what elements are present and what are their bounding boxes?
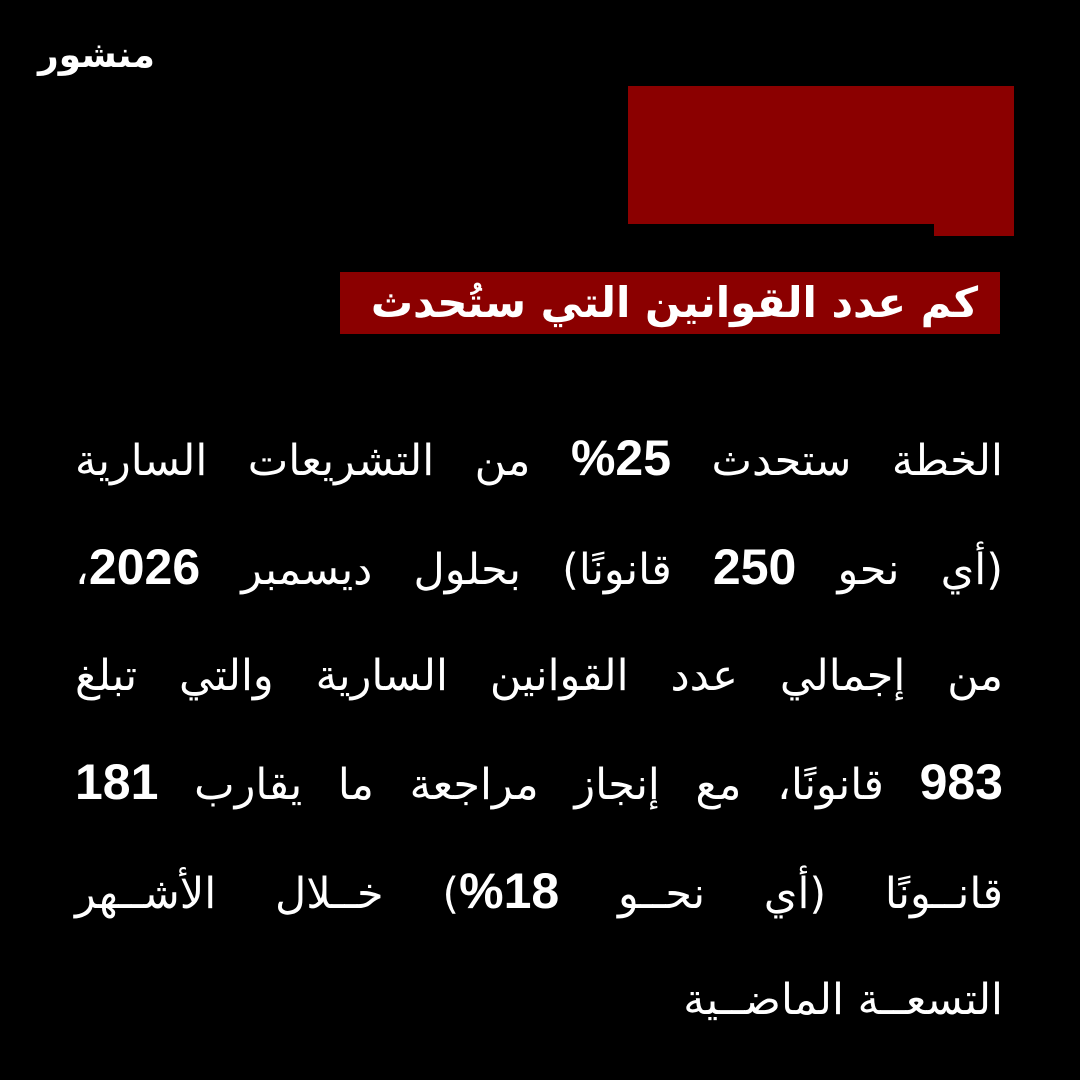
body-line-3-text: من إجمالي عدد القوانين السارية والتي تبلغ	[75, 651, 1003, 701]
body-line-3	[75, 623, 1003, 729]
body-line-4-number-2: 181	[75, 754, 159, 810]
brand-logo: منشور	[38, 35, 155, 76]
body-line-1-text-a: الخطة ستحدث	[711, 436, 1003, 486]
body-line-2-number: 250	[712, 539, 797, 595]
body-line-2-text-b: قانونًا) بحلول ديسمبر	[241, 545, 672, 595]
body-line-1-text-b: من التشريعات السارية	[75, 436, 531, 486]
body-line-1-percent: 25%	[570, 430, 672, 486]
body-line-2-text-a: (أي نحو	[837, 545, 1004, 595]
decorative-red-block	[628, 86, 1014, 224]
heading-banner	[340, 272, 1000, 334]
decorative-red-notch	[934, 224, 1014, 236]
body-line-4	[75, 729, 1003, 838]
body-line-6	[75, 947, 1003, 1053]
body-line-2-comma: ،	[75, 545, 89, 595]
body-line-2-year: 2026	[88, 539, 201, 595]
body-line-4-text: قانونًا، مع إنجاز مراجعة ما يقارب	[194, 760, 884, 810]
body-line-2	[75, 514, 1003, 623]
body-line-5-text-b: ) خــلال الأشــهر	[75, 869, 460, 919]
body-line-6-text: التسعــة الماضــية	[683, 975, 1003, 1025]
body-line-4-number: 983	[919, 754, 1003, 810]
body-line-5-percent: 18%	[459, 863, 560, 919]
heading-title: كم عدد القوانين التي ستُحدث	[370, 278, 978, 327]
body-line-5	[75, 838, 1003, 947]
body-paragraph	[75, 405, 1003, 1053]
body-line-1	[75, 405, 1003, 514]
body-line-5-text-a: قانــونًا (أي نحــو	[617, 869, 1004, 919]
